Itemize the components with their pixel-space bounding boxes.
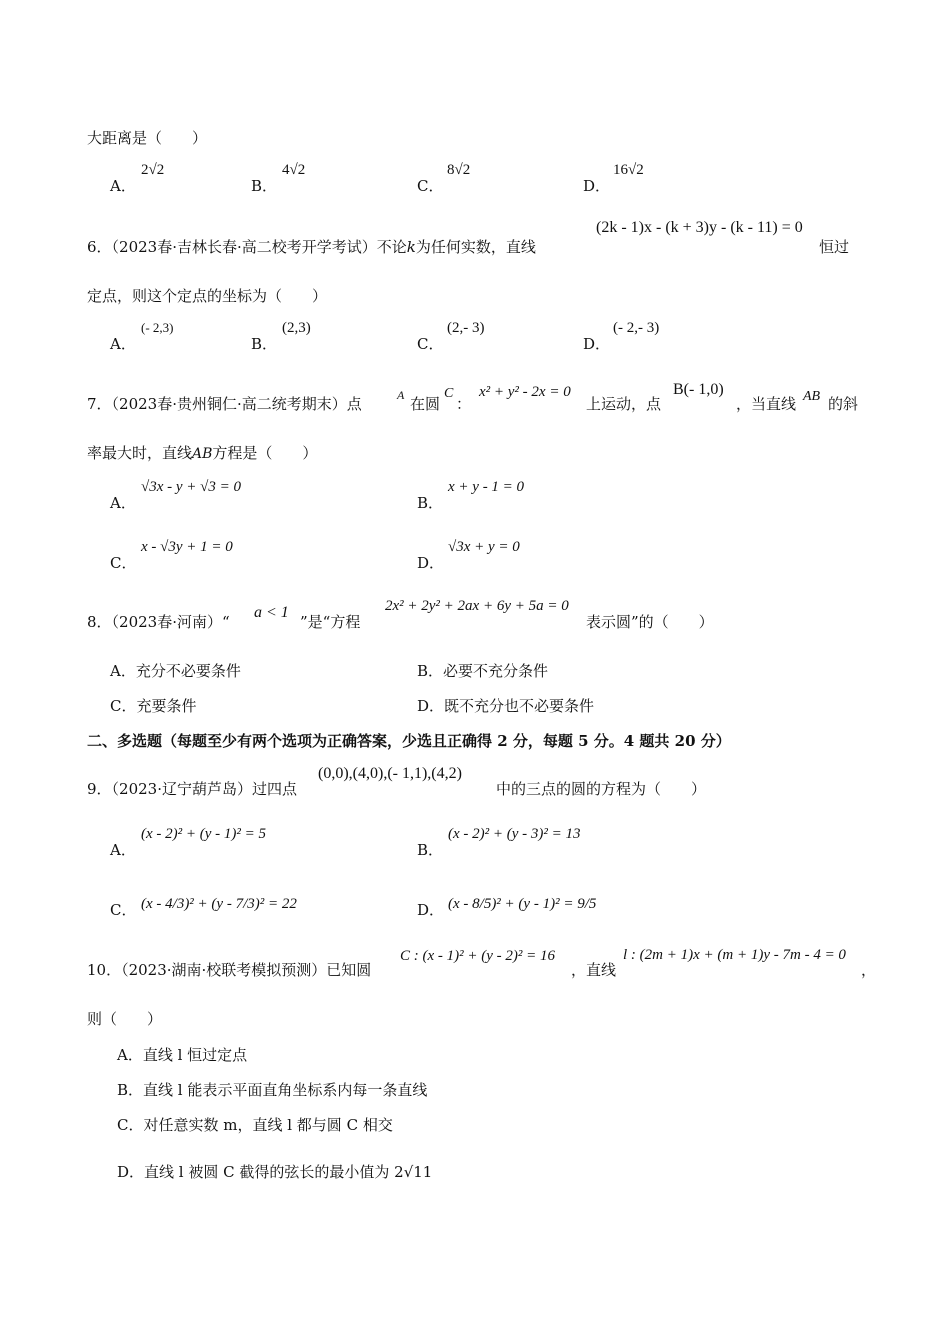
q10-line2: 则（ ） [87, 1010, 163, 1028]
q6-option-a-math: (- 2,3) [141, 320, 174, 335]
option-letter: A． [110, 177, 136, 195]
q5-option-d[interactable] [583, 176, 610, 196]
q10-circle-equation: C : (x - 1)² + (y - 2)² = 16 [400, 948, 556, 964]
q7-when: ，当直线 [736, 395, 797, 413]
option-text: 充要条件 [136, 697, 197, 715]
q9-option-b[interactable] [417, 840, 443, 860]
q7-option-a[interactable] [110, 493, 136, 513]
q7-line2a: 率最大时，直线 [87, 444, 193, 462]
q10-option-d[interactable] [117, 1162, 432, 1182]
q9-points: (0,0),(4,0),(- 1,1),(4,2) [318, 765, 462, 782]
q7-option-d-math: √3x + y = 0 [448, 539, 520, 555]
q7-circle-c: C [444, 386, 454, 401]
q6-option-d-math: (- 2,- 3) [613, 320, 660, 336]
option-text: 对任意实数 m，直线 l 都与圆 C 相交 [143, 1116, 393, 1134]
q8-suffix: 表示圆”的（ ） [586, 613, 714, 631]
q7-moving: 上运动，点 [586, 395, 662, 413]
q9-option-a-math: (x - 2)² + (y - 1)² = 5 [141, 826, 267, 842]
q9-option-c[interactable] [110, 900, 136, 920]
q8-equation: 2x² + 2y² + 2ax + 6y + 5a = 0 [385, 598, 569, 614]
q7-option-c-math: x - √3y + 1 = 0 [141, 539, 233, 555]
question-9-stem [87, 779, 297, 799]
question-5-tail: 大距离是（ ） [87, 129, 208, 147]
q5-option-c[interactable] [417, 176, 443, 196]
option-letter: D． [583, 335, 611, 353]
option-letter: B． [417, 494, 444, 512]
section-heading-multiple-choice: 二、多选题（每题至少有两个选项为正确答案，少选且正确得 2 分，每题 5 分。4 题共 20 分） [87, 732, 731, 750]
option-letter: B． [417, 841, 444, 859]
option-letter: C． [110, 901, 137, 919]
q6-suffix: 恒过 [819, 238, 850, 256]
q7-prefix: 7．（2023春·贵州铜仁·高二统考期末）点 [87, 395, 362, 413]
q7-circle-equation: x² + y² - 2x = 0 [479, 384, 571, 400]
option-letter: A． [110, 335, 136, 353]
q7-line-ab: AB [803, 389, 821, 404]
q5-option-c-math: 8√2 [447, 162, 471, 178]
q10-option-a[interactable] [117, 1045, 247, 1065]
option-letter: C． [117, 1116, 144, 1134]
q10-comma: ， [861, 961, 877, 979]
q6-prefix: 6．（2023春·吉林长春·高二校考开学考试）不论 [87, 238, 407, 256]
option-text: 既不充分也不必要条件 [444, 697, 595, 715]
option-letter: D． [583, 177, 611, 195]
q8-option-a[interactable] [110, 661, 241, 681]
option-text: 直线 l 能表示平面直角坐标系内每一条直线 [143, 1081, 428, 1099]
q7-point-b: B(- 1,0) [673, 381, 724, 398]
option-letter: B． [251, 335, 278, 353]
q5-option-b-math: 4√2 [282, 162, 306, 178]
q9-prefix: 9．（2023·辽宁葫芦岛）过四点 [87, 780, 297, 798]
q5-option-d-math: 16√2 [613, 162, 644, 178]
q8-prefix: 8．（2023春·河南）“ [87, 613, 230, 631]
q6-option-b[interactable] [251, 334, 277, 354]
q9-suffix: 中的三点的圆的方程为（ ） [496, 780, 707, 798]
option-letter: D． [417, 554, 445, 572]
q7-colon: ： [456, 395, 472, 413]
q7-option-b-math: x + y - 1 = 0 [448, 479, 525, 495]
q7-point-a: A [397, 388, 405, 402]
q7-option-b[interactable] [417, 493, 443, 513]
q10-option-b[interactable] [117, 1080, 427, 1100]
q6-mid: 为任何实数，直线 [415, 238, 536, 256]
question-10-stem [87, 960, 371, 980]
q6-option-b-math: (2,3) [282, 320, 311, 336]
q6-line2: 定点，则这个定点的坐标为（ ） [87, 287, 328, 305]
q10-mid: ，直线 [571, 961, 617, 979]
q8-option-b[interactable] [417, 661, 548, 681]
q7-in-circle: 在圆 [410, 395, 441, 413]
option-text: 直线 l 恒过定点 [142, 1046, 248, 1064]
q6-var-k: k [406, 238, 416, 256]
q5-option-b[interactable] [251, 176, 277, 196]
q6-option-c-math: (2,- 3) [447, 320, 485, 336]
q8-mid: ”是“方程 [300, 613, 361, 631]
q7-option-c[interactable] [110, 553, 136, 573]
option-letter: D． [417, 901, 445, 919]
option-letter: D． [417, 697, 445, 715]
option-letter: B． [117, 1081, 144, 1099]
q5-option-a-math: 2√2 [141, 162, 165, 178]
option-letter: B． [417, 662, 444, 680]
option-letter: C． [110, 554, 137, 572]
q9-option-d-math: (x - 8/5)² + (y - 1)² = 9/5 [448, 896, 597, 912]
q5-option-a[interactable] [110, 176, 136, 196]
question-8-stem [87, 612, 230, 632]
q8-option-d[interactable] [417, 696, 594, 716]
q6-equation: (2k - 1)x - (k + 3)y - (k - 11) = 0 [596, 219, 803, 236]
q9-option-d[interactable] [417, 900, 444, 920]
option-letter: B． [251, 177, 278, 195]
q6-option-d[interactable] [583, 334, 610, 354]
option-text: 充分不必要条件 [135, 662, 241, 680]
q7-option-a-math: √3x - y + √3 = 0 [141, 479, 242, 495]
option-letter: D． [117, 1163, 145, 1181]
option-letter: C． [110, 697, 137, 715]
q9-option-a[interactable] [110, 840, 136, 860]
q10-line-equation: l : (2m + 1)x + (m + 1)y - 7m - 4 = 0 [623, 947, 846, 963]
option-letter: C． [417, 335, 444, 353]
q7-line-ab-2: AB [192, 446, 213, 462]
q6-option-a[interactable] [110, 334, 136, 354]
option-text: 直线 l 被圆 C 截得的弦长的最小值为 2√11 [144, 1163, 433, 1181]
q10-option-c[interactable] [117, 1115, 393, 1135]
q8-option-c[interactable] [110, 696, 197, 716]
option-letter: A． [110, 841, 136, 859]
q6-option-c[interactable] [417, 334, 443, 354]
q7-line2 [87, 443, 317, 464]
option-letter: A． [110, 494, 136, 512]
q7-slope: 的斜 [828, 395, 859, 413]
option-letter: A． [110, 662, 136, 680]
question-7-stem [87, 394, 362, 414]
question-6-stem [87, 237, 536, 257]
q7-line2b: 方程是（ ） [212, 444, 318, 462]
q7-option-d[interactable] [417, 553, 444, 573]
q8-condition: a < 1 [254, 604, 289, 621]
option-letter: A． [117, 1046, 143, 1064]
option-text: 必要不充分条件 [443, 662, 549, 680]
q10-prefix: 10．（2023·湖南·校联考模拟预测）已知圆 [87, 961, 372, 979]
option-letter: C． [417, 177, 444, 195]
q9-option-c-math: (x - 4/3)² + (y - 7/3)² = 22 [141, 896, 297, 912]
q9-option-b-math: (x - 2)² + (y - 3)² = 13 [448, 826, 581, 842]
